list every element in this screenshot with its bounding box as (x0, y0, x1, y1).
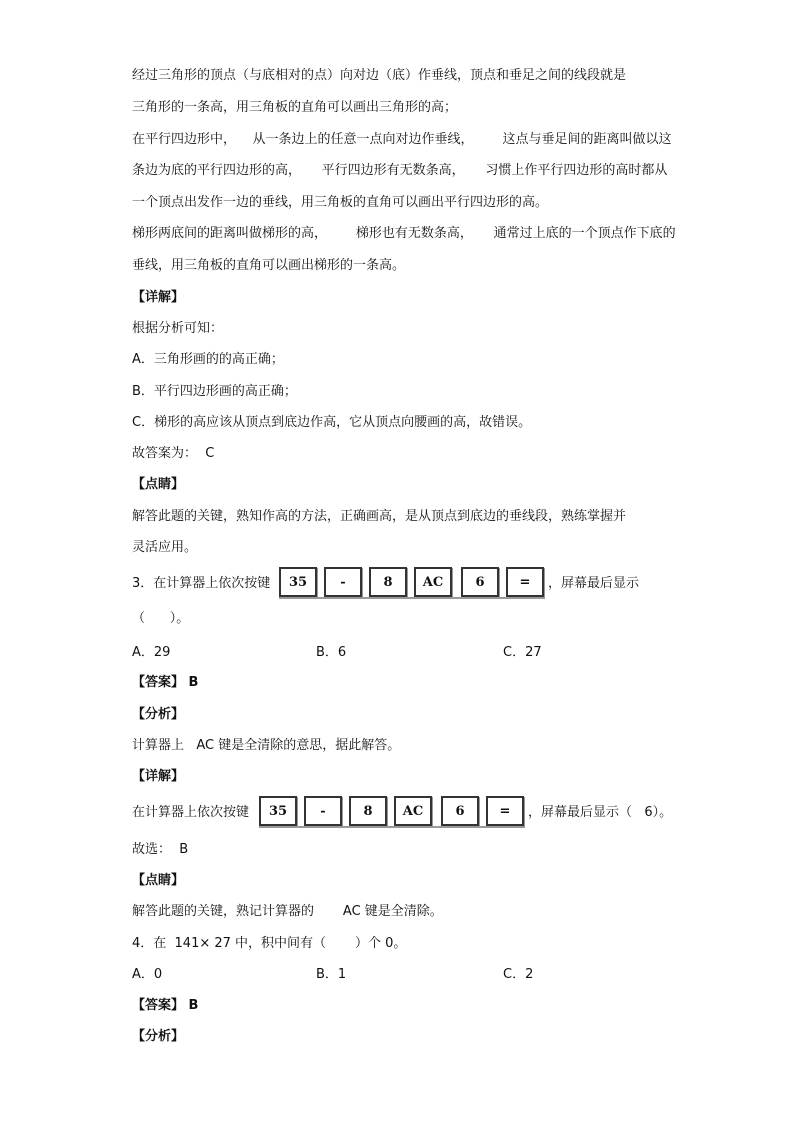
text-line: 经过三角形的顶点（与底相对的点）向对边（底）作垂线，顶点和垂足之间的线段就是 (132, 68, 627, 83)
section-label-detail: 【详解】 (132, 290, 185, 305)
question-3-prefix: 3．在计算器上依次按键 (132, 576, 271, 591)
calculator-key-sequence (279, 567, 545, 599)
calculator-key: - (324, 567, 362, 597)
text-line: 一个顶点出发作一边的垂线，用三角板的直角可以画出平行四边形的高。 (132, 195, 549, 210)
detail-prefix: 在计算器上依次按键 (132, 805, 250, 820)
option-a: A．29 (132, 645, 171, 660)
tip-text: 解答此题的关键，熟记计算器的 AC 键是全清除。 (132, 904, 443, 919)
text-line: A．三角形画的的高正确； (132, 352, 284, 367)
text-line: C．梯形的高应该从顶点到底边作高，它从顶点向腰画的高，故错误。 (132, 415, 532, 430)
question-3-suffix: ，屏幕最后显示 (548, 576, 640, 591)
calculator-key-sequence (259, 796, 525, 828)
text-line: 灵活应用。 (132, 540, 198, 555)
calculator-key: 8 (349, 796, 387, 826)
section-label-analysis: 【分析】 (132, 1029, 185, 1044)
text-line: 条边为底的平行四边形的高， 平行四边形有无数条高， 习惯上作平行四边形的高时都从 (132, 163, 668, 178)
calculator-key: AC (414, 567, 452, 597)
text-line: 在平行四边形中， 从一条边上的任意一点向对边作垂线， 这点与垂足间的距离叫做以这 (132, 132, 672, 147)
section-label-tip: 【点睛】 (132, 873, 185, 888)
section-label-analysis: 【分析】 (132, 707, 185, 722)
calculator-key: = (506, 567, 544, 597)
option-a: A．0 (132, 967, 163, 982)
text-line: B．平行四边形画的高正确； (132, 384, 297, 399)
key-row-underline (279, 597, 545, 599)
calculator-key: 35 (279, 567, 317, 597)
section-label-detail: 【详解】 (132, 769, 185, 784)
option-c: C．2 (503, 967, 534, 982)
key-row-underline (259, 826, 525, 828)
choice-text: 故选： B (132, 842, 189, 857)
section-label-answer: 【答案】 B (132, 675, 199, 690)
text-line: 垂线，用三角板的直角可以画出梯形的一条高。 (132, 258, 406, 273)
calculator-key: 35 (259, 796, 297, 826)
calculator-key: 8 (369, 567, 407, 597)
calculator-key: = (486, 796, 524, 826)
text-line: 三角形的一条高，用三角板的直角可以画出三角形的高； (132, 100, 458, 115)
calculator-key: AC (394, 796, 432, 826)
option-c: C．27 (503, 645, 542, 660)
text-line: 梯形两底间的距离叫做梯形的高， 梯形也有无数条高， 通常过上底的一个顶点作下底的 (132, 226, 676, 241)
section-label-tip: 【点睛】 (132, 477, 185, 492)
answer-text: 故答案为： C (132, 446, 215, 461)
calculator-key: - (304, 796, 342, 826)
question-4-text: 4．在 141× 27 中，积中间有（ ）个 0。 (132, 936, 407, 951)
analysis-text: 计算器上 AC 键是全清除的意思，据此解答。 (132, 738, 401, 753)
text-line: 根据分析可知： (132, 321, 224, 336)
text-line: 解答此题的关键，熟知作高的方法，正确画高，是从顶点到底边的垂线段，熟练掌握并 (132, 509, 627, 524)
calculator-key: 6 (441, 796, 479, 826)
detail-suffix: ，屏幕最后显示（ 6）。 (528, 805, 673, 820)
option-b: B．6 (316, 645, 347, 660)
question-3-blank: （ ）。 (132, 611, 190, 626)
section-label-answer: 【答案】 B (132, 998, 199, 1013)
option-b: B．1 (316, 967, 347, 982)
calculator-key: 6 (461, 567, 499, 597)
